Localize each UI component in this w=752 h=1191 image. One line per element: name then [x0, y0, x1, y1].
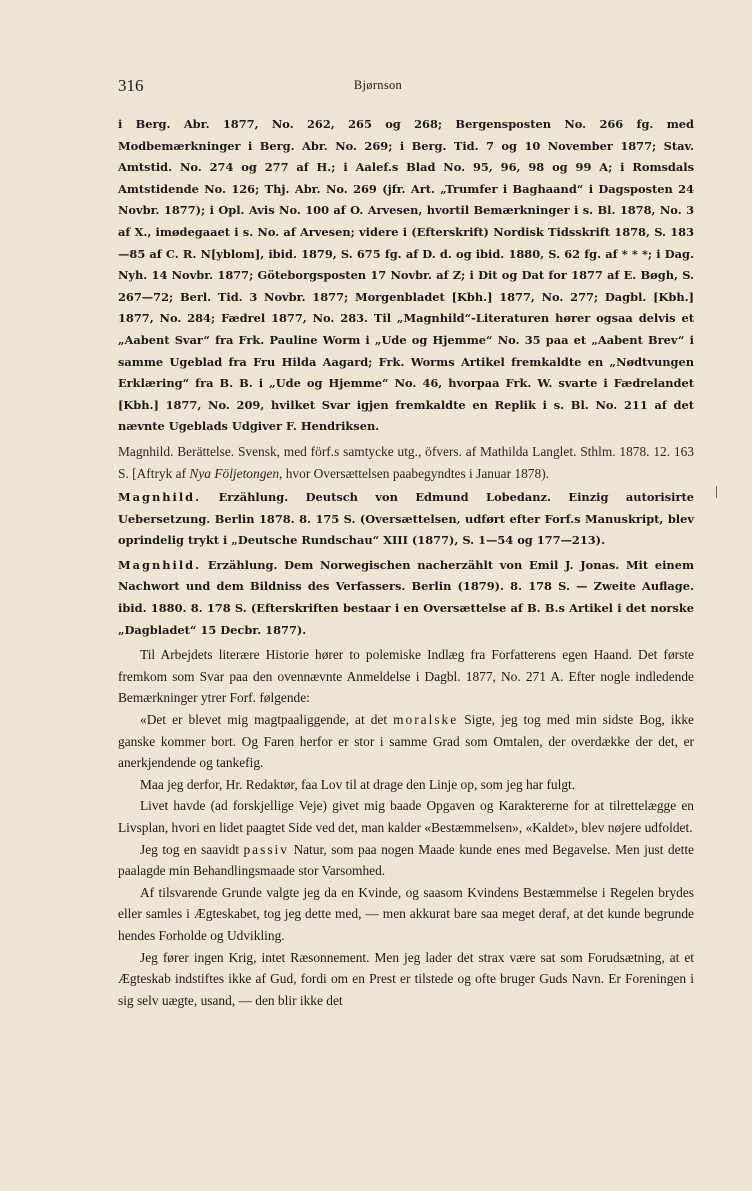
german-entry-1-text: Erzählung. Deutsch von Edmund Lobedanz. Einzig autorisirte Uebersetzung. Berlin 1878. 8. 175 S. (Oversættelsen, udført efter Forf.s Manuskript, blev oprindelig trykt i „Deutsche Rundschau“ XIII (1877), S. 1—54 og 177—213). — [118, 490, 695, 548]
running-head: Bjørnson — [353, 78, 403, 92]
paragraph-quote-b: Maa jeg derfor, Hr. Redaktør, faa Lov til at drage den Linje op, som jeg har fulgt. — [140, 776, 576, 792]
quote-d-text: Jeg tog en saavidt — [140, 841, 244, 857]
page-body — [118, 114, 694, 1011]
paragraph-quote-a — [118, 709, 694, 774]
paragraph-quote-c: Livet havde (ad forskjellige Veje) givet mig baade Opgaven og Karaktererne for at tilrettelægge en Livsplan, hvori en lidet paagtet Side ved det, man kalder «Bestæmmelsen», «Kaldet», blev nøjere udfoldet. — [118, 798, 694, 835]
paragraph-intro: Til Arbejdets literære Historie hører to polemiske Indlæg fra Forfatterens egen Haand. Det første fremkom som Svar paa den ovennævnte Anmeldelse i Dagbl. 1877, No. 271 A. Efter nogle indledende Bemærkninger ytrer Forf. følgende: — [118, 647, 694, 706]
german-translation-entry-2 — [118, 555, 694, 641]
german-entry-2-text: Erzählung. Dem Norwegischen nacherzählt von Emil J. Jonas. Mit einem Nachwort und dem Bildniss des Verfassers. Berlin (1879). 8. 178 S. — Zweite Auflage. ibid. 1880. 8. 178 S. (Efterskriften bestaar i en Oversættelse af B. B.s Artikel i det norske „Dagbladet“ 15 Decbr. 1877). — [118, 557, 694, 637]
swedish-entry-text: Magnhild. Berättelse. Svensk, med förf.s samtycke utg., öfvers. af Mathilda Langlet. Sthlm. 1878. 12. 163 S. [Aftryk af — [118, 443, 694, 481]
page-number: 316 — [118, 76, 144, 95]
swedish-entry-italic: Nya Följetongen — [189, 465, 280, 481]
paragraph-quote-d — [118, 839, 694, 882]
quote-d-text-end: Natur, som paa nogen Maade kunde enes med Begavelse. Men just dette paalagde min Behandlingsmaade stor Varsomhed. — [118, 841, 694, 879]
paragraph-quote-f: Jeg fører ingen Krig, intet Ræsonnement. Men jeg lader det strax være sat som Forudsætning, at et Ægteskab indstiftes ikke af Gud, fordi om en Prest er tilstede og ofte bruger Guds Navn. Er Foreningen i sig selv uægte, usand, — den blir ikke det — [118, 949, 694, 1008]
german-translation-entry-1 — [118, 487, 694, 552]
reviews-continuation: i Berg. Abr. 1877, No. 262, 265 og 268; Bergensposten No. 266 fg. med Modbemærkninger i Berg. Abr. No. 269; i Berg. Tid. 7 og 10 November 1877; Stav. Amtstid. No. 274 og 277 af H.; i Aalef.s Blad No. 95, 96, 98 og 99 A; i Romsdals Amtstidende No. 126; Thj. Abr. No. 269 (jfr. Art. „Trumfer i Baghaand“ i Dagsposten 24 Novbr. 1877); i Opl. Avis No. 100 af O. Arvesen, hvortil Bemærkninger i s. Bl. 1878, No. 3 af X., imødegaaet i s. No. af Arvesen; videre i (Efterskrift) Nordisk Tidsskrift 1878, S. 183—85 af C. R. N[yblom], ibid. 1879, S. 675 fg. af D. d. og ibid. 1880, S. 62 fg. af * * *; i Dag. Nyh. 14 Novbr. 1877; Göteborgsposten 17 Novbr. af Z; i Dit og Dat for 1877 af E. Bøgh, S. 267—72; Berl. Tid. 3 Novbr. 1877; Morgenbladet [Kbh.] 1877, No. 277; Dagbl. [Kbh.] 1877, No. 284; Fædrel 1877, No. 283. Til „Magnhild“-Literaturen hører ogsaa delvis et „Aabent Svar“ fra Frk. Pauline Worm i „Ude og Hjemme“ No. 35 paa et „Aabent Brev“ i samme Ugeblad fra Fru Hilda Aagard; Frk. Worms Artikel fremkaldte en „Nødtvungen Erklæring“ fra B. B. i „Ude og Hjemme“ No. 46, hvorpaa Frk. W. svarte i Fædrelandet [Kbh.] 1877, No. 209, hvilket Svar igjen fremkaldte en Replik i s. Bl. No. 211 af det nævnte Ugeblads Udgiver F. Hendriksen. — [118, 117, 694, 434]
quote-d-emphasis: passiv — [243, 841, 289, 857]
quote-a-text-end: Sigte, jeg tog med min sidste Bog, ikke ganske kommer bort. Og Faren herfor er stor i samme Grad som Omtalen, der overdække der det, er anerkjendende og tankefig. — [118, 712, 694, 771]
quote-a-emphasis: moralske — [393, 712, 459, 728]
margin-mark — [716, 486, 717, 498]
paragraph-quote-e: Af tilsvarende Grunde valgte jeg da en Kvinde, og saasom Kvindens Bestæmmelse i Regelen brydes eller samles i Ægteskabet, tog jeg dette med, — men akkurat bare saa meget deraf, at det kunde begrunde hendes Forholde og Udvikling. — [118, 884, 694, 943]
quote-a-text: «Det er blevet mig magtpaaliggende, at det — [140, 712, 394, 728]
german-entry-1-title: Magnhild. — [118, 490, 202, 505]
swedish-translation-entry — [118, 441, 694, 484]
swedish-entry-text-end: , hvor Oversættelsen paabegyndtes i Januar 1878). — [279, 465, 550, 481]
german-entry-2-title: Magnhild. — [118, 557, 202, 572]
